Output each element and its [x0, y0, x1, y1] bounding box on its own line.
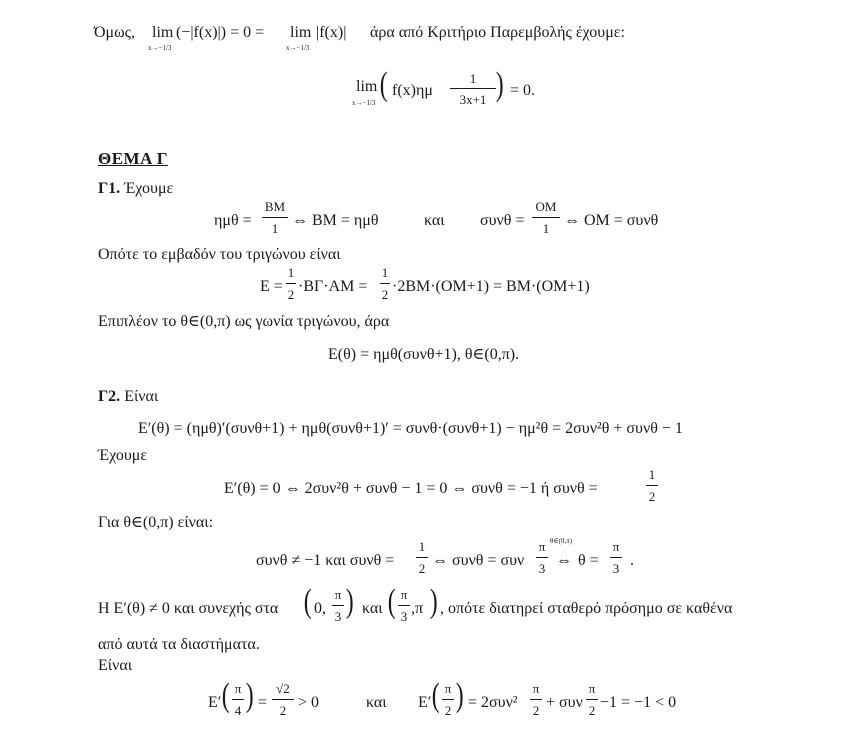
fraction-denominator: 3 [334, 609, 342, 624]
left-paren: ( [379, 66, 388, 103]
fraction-numerator: π [532, 681, 540, 696]
area-function: E(θ) = ημθ(συνθ+1), θ∈(0,π). [328, 346, 520, 363]
conjunction-kai: και [424, 212, 445, 229]
right-paren: ) [245, 677, 254, 714]
fraction-numerator: 1 [287, 265, 295, 280]
lim-subscript: x→−1/3 [148, 44, 172, 52]
eq1-cos-lhs: συνθ = [480, 212, 525, 229]
derivative-expression: E′(θ) = (ημθ)′(συνθ+1) + ημθ(συνθ+1)′ = συνθ·(συνθ+1) − ημ²θ = 2συν²θ + συνθ − 1 [138, 420, 683, 437]
fraction-numerator: √2 [276, 681, 290, 696]
greater-than-zero: > 0 [298, 694, 320, 711]
fraction-bar [332, 605, 344, 606]
g2-label: Γ2. [98, 388, 121, 405]
squeeze-text: άρα από Κριτήριο Παρεμβολής έχουμε: [370, 24, 625, 41]
intervals-text: από αυτά τα διαστήματα. [98, 636, 260, 653]
right-paren: ) [495, 66, 504, 103]
g1-label: Γ1. [98, 180, 121, 197]
fraction-bar [610, 557, 622, 558]
einai-text: Είναι [98, 657, 132, 674]
exoume-text: Έχουμε [98, 447, 148, 464]
fraction-numerator: π [400, 587, 408, 602]
eq2-rhs: ·2BM·(OM+1) = BM·(OM+1) [392, 278, 590, 295]
eq8-expansion: = 2συν² [468, 694, 518, 711]
right-paren: ) [429, 583, 438, 620]
fraction-bar [286, 283, 296, 284]
eq1-sin-lhs: ημθ = [214, 212, 252, 229]
fraction-numerator: 1 [648, 467, 656, 482]
fraction-bar [272, 699, 294, 700]
period: . [630, 552, 634, 569]
eq6-theta: θ = [578, 552, 599, 569]
domain-condition-text: Για θ∈(0,π) είναι: [98, 514, 214, 531]
fraction-numerator: π [612, 539, 620, 554]
eq6-mid: ⇔ συνθ = συν [432, 552, 525, 569]
fraction-numerator: 1 [381, 265, 389, 280]
fraction-denominator: 2 [418, 561, 426, 576]
derivative-roots: E′(θ) = 0 ⇔ 2συν²θ + συνθ − 1 = 0 ⇔ συνθ = −1 ή συνθ = [224, 480, 598, 497]
fraction-denominator: 2 [532, 703, 540, 718]
fraction-numerator: π [588, 681, 596, 696]
fraction-bar [416, 557, 428, 558]
section-title: ΘΕΜΑ Γ [98, 149, 169, 168]
fraction-denominator: 2 [381, 287, 389, 302]
interval2-end: ,π [411, 600, 424, 617]
equivalence-arrow: ⇔ [556, 552, 572, 569]
fraction-denominator: 4 [234, 703, 242, 718]
conjunction-kai: και [362, 600, 383, 617]
fraction-numerator: OM [535, 199, 557, 214]
eq2-mid: ·BΓ·AM = [298, 278, 368, 295]
fraction-numerator: π [444, 681, 452, 696]
fraction-denominator: 1 [271, 221, 279, 236]
g1-paragraph [98, 180, 173, 198]
fraction-bar [530, 699, 542, 700]
left-paren: ( [387, 583, 396, 620]
fraction-numerator: π [234, 681, 242, 696]
fraction-numerator: π [334, 587, 342, 602]
equals-sign: = [258, 694, 268, 711]
fraction-bar [398, 605, 410, 606]
fraction-bar [442, 699, 454, 700]
eq8-result: −1 = −1 < 0 [600, 694, 677, 711]
eq1-cos-rhs: ⇔ OM = συνθ [564, 212, 659, 229]
fraction-denominator: 1 [542, 221, 550, 236]
left-paren: ( [431, 677, 440, 714]
fraction-bar [380, 283, 390, 284]
fraction-bar [536, 557, 548, 558]
eq7-text: Η E′(θ) ≠ 0 και συνεχής στα [98, 600, 279, 617]
conjunction-kai: και [366, 694, 387, 711]
fraction-numerator: π [538, 539, 546, 554]
limit-product: f(x)ημ [392, 82, 433, 99]
domain-text: Επιπλέον το θ∈(0,π) ως γωνία τριγώνου, άρα [98, 313, 390, 330]
right-paren: ) [455, 677, 464, 714]
g2-text: Είναι [124, 388, 159, 405]
eq2-lhs: E = [260, 278, 283, 295]
fraction-numerator: BM [264, 199, 286, 214]
plus-cos: + συν [546, 694, 583, 711]
lim-operator: lim [356, 78, 378, 95]
left-paren: ( [303, 583, 312, 620]
fraction-bar [646, 485, 658, 486]
lim-subscript: x→−1/3 [286, 44, 310, 52]
fraction-denominator: 3 [538, 561, 546, 576]
fraction-bar [532, 217, 560, 218]
arrow-label: θ∈(0,π) [550, 537, 572, 545]
lim-subscript: x→−1/3 [352, 99, 376, 107]
lim-operator: lim [152, 24, 174, 41]
eq8-e-prime: E′ [208, 694, 222, 711]
fraction-denominator: 3 [612, 561, 620, 576]
eq7-rest: , οπότε διατηρεί σταθερό πρόσημο σε καθένα [440, 600, 733, 617]
eq8-e-prime: E′ [418, 694, 432, 711]
fraction-denominator: 2 [444, 703, 452, 718]
omos-word: Όμως, [94, 24, 135, 41]
area-intro-text: Οπότε το εμβαδόν του τριγώνου είναι [98, 246, 341, 263]
lim-operator: lim [290, 24, 312, 41]
right-paren: ) [345, 583, 354, 620]
limit-result: = 0. [510, 82, 536, 99]
left-paren: ( [221, 677, 230, 714]
eq1-sin-rhs: ⇔ BM = ημθ [292, 212, 379, 229]
g2-paragraph [98, 388, 158, 406]
fraction-denominator: 2 [588, 703, 596, 718]
limit-expression: (−|f(x)|) = 0 = [176, 24, 265, 41]
g1-text: Έχουμε [124, 180, 174, 197]
fraction-denominator: 2 [287, 287, 295, 302]
interval1-start: 0, [314, 600, 326, 617]
fraction-bar [450, 88, 496, 89]
fraction-denominator: 2 [279, 703, 287, 718]
fraction-numerator: 1 [469, 71, 477, 86]
fraction-bar [232, 699, 244, 700]
fraction-bar [262, 217, 288, 218]
fraction-denominator: 3x+1 [459, 92, 487, 107]
fraction-denominator: 2 [648, 489, 656, 504]
fraction-denominator: 3 [400, 609, 408, 624]
eq6-lhs: συνθ ≠ −1 και συνθ = [256, 552, 395, 569]
fraction-numerator: 1 [418, 539, 426, 554]
fraction-bar [586, 699, 598, 700]
abs-fx: |f(x)| [316, 24, 347, 41]
